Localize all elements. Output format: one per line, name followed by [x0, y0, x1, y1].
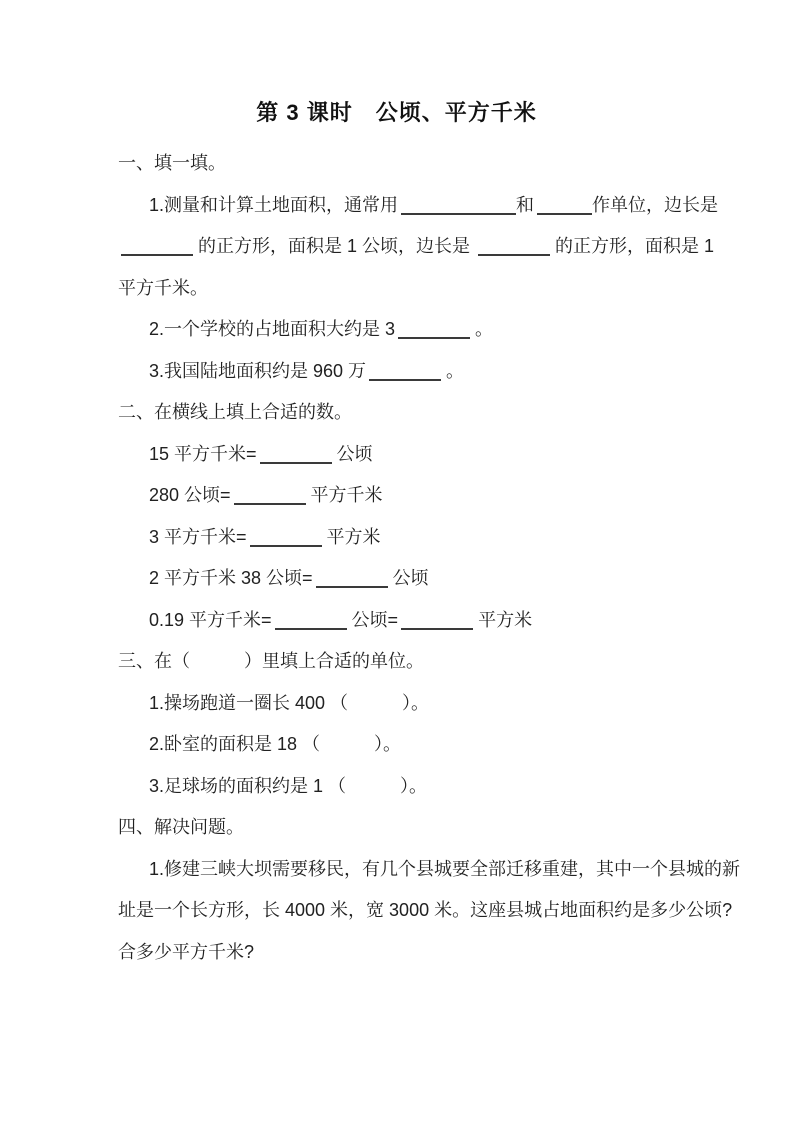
s1-q1-line3: 平方千米。	[118, 277, 208, 298]
s4-q1-line1: 1.修建三峡大坝需要移民，有几个县城要全部迁移重建，其中一个县城的新	[149, 858, 741, 879]
s1-q2-text-a: 2.一个学校的占地面积大约是 3	[149, 319, 396, 339]
s2-c3-text-a: 3 平方千米=	[149, 526, 247, 547]
s2-conversion-5	[118, 600, 733, 642]
fill-in-blank	[234, 503, 306, 505]
s4-q1-line3: 合多少平方千米?	[118, 941, 255, 962]
s3-q1-line: 1.操场跑道一圈长 400 （ ）。	[149, 692, 430, 713]
worksheet-content	[0, 143, 793, 973]
fill-in-blank	[250, 545, 322, 547]
s2-c4-text-a: 2 平方千米 38 公顷=	[149, 568, 313, 588]
s2-c1-text-a: 15 平方千米=	[149, 443, 257, 464]
fill-in-blank	[401, 628, 473, 630]
fill-in-blank	[275, 628, 347, 630]
s1-q1-line1	[118, 185, 733, 227]
section-1-heading: 一、填一填。	[118, 153, 226, 173]
fill-in-blank	[121, 254, 193, 256]
page-title: 第 3 课时 公顷、平方千米	[256, 100, 537, 125]
s1-q1-text-d: 的正方形，面积是 1 公顷，边长是	[193, 236, 476, 256]
s2-c3-text-b: 平方米	[321, 526, 381, 547]
s2-c1-text-b: 公顷	[331, 443, 373, 464]
s1-q2-line	[118, 309, 733, 351]
section-4-heading: 四、解决问题。	[118, 817, 244, 837]
s1-q1-line2	[118, 226, 733, 268]
s1-q3-text-b: 。	[441, 360, 465, 381]
s1-q2-text-b: 。	[470, 319, 494, 339]
s1-q1-text-e: 的正方形，面积是 1	[550, 236, 715, 256]
fill-in-blank	[537, 213, 592, 215]
s2-c2-text-b: 平方千米	[305, 485, 383, 505]
s1-q1-text-c: 作单位，边长是	[592, 194, 719, 215]
fill-in-blank	[401, 213, 516, 215]
s2-conversion-2	[118, 475, 733, 517]
s1-q1-text-a: 1.测量和计算土地面积，通常用	[149, 194, 399, 215]
s2-c4-text-b: 公顷	[387, 568, 429, 588]
fill-in-blank	[316, 586, 388, 588]
section-2-heading: 二、在横线上填上合适的数。	[118, 402, 352, 422]
s2-c2-text-a: 280 公顷=	[149, 485, 231, 505]
fill-in-blank	[369, 379, 441, 381]
s3-q2-line: 2.卧室的面积是 18 （ ）。	[149, 734, 402, 754]
fill-in-blank	[398, 337, 470, 339]
s2-c5-text-a: 0.19 平方千米=	[149, 609, 272, 630]
s2-conversion-4	[118, 558, 733, 600]
s4-q1-line2: 址是一个长方形，长 4000 米，宽 3000 米。这座县城占地面积约是多少公顷?	[118, 900, 733, 920]
s2-conversion-3	[118, 517, 733, 559]
s1-q1-text-b: 和	[516, 194, 535, 215]
section-3-heading: 三、在（ ）里填上合适的单位。	[118, 651, 424, 671]
s1-q3-line	[118, 351, 733, 393]
s3-q3-line: 3.足球场的面积约是 1 （ ）。	[149, 775, 428, 796]
s2-c5-text-c: 平方米	[473, 609, 533, 630]
s1-q3-text-a: 3.我国陆地面积约是 960 万	[149, 360, 367, 381]
s2-c5-text-b: 公顷=	[346, 609, 399, 630]
s2-conversion-1	[118, 434, 733, 476]
fill-in-blank	[260, 462, 332, 464]
fill-in-blank	[478, 254, 550, 256]
